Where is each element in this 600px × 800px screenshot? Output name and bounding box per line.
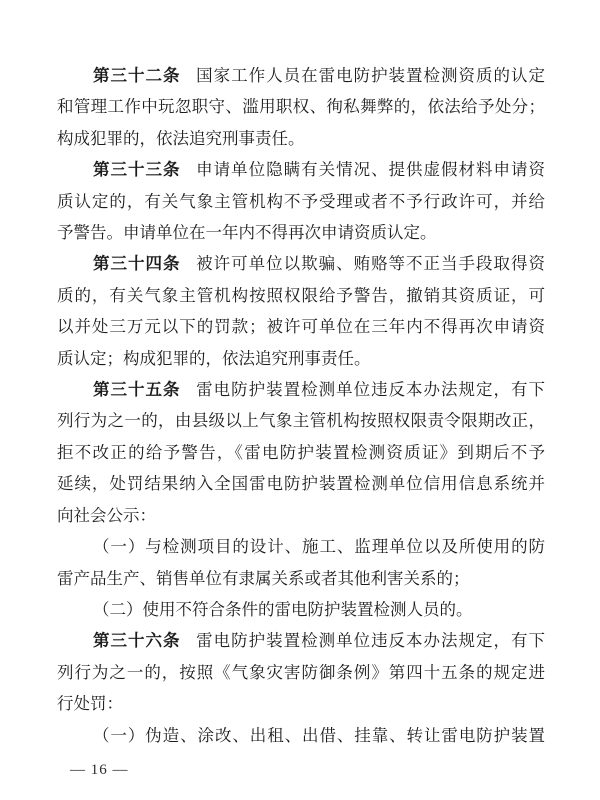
text-line: （二）使用不符合条件的雷电防护装置检测人员的。 bbox=[93, 599, 473, 619]
article-line: 第三十五条 雷电防护装置检测单位违反本办法规定，有下 bbox=[93, 380, 546, 400]
text-line: 以并处三万元以下的罚款；被许可单位在三年内不得再次申请资 bbox=[57, 317, 545, 337]
article-number: 第三十四条 bbox=[93, 254, 181, 274]
article-line: 第三十二条 国家工作人员在雷电防护装置检测资质的认定 bbox=[93, 66, 546, 85]
article-number: 第三十六条 bbox=[93, 631, 181, 651]
text-line: 列行为之一的，按照《气象灾害防御条例》第四十五条的规定进 bbox=[57, 662, 545, 682]
article-line: 第三十六条 雷电防护装置检测单位违反本办法规定，有下 bbox=[93, 631, 546, 651]
article-number: 第三十三条 bbox=[93, 160, 181, 180]
text-line: 列行为之一的，由县级以上气象主管机构按照权限责令限期改正， bbox=[57, 411, 545, 431]
text-line: 拒不改正的给予警告，《雷电防护装置检测资质证》到期后不予 bbox=[57, 442, 545, 462]
text-line: 构成犯罪的，依法追究刑事责任。 bbox=[57, 128, 305, 148]
page-number: — 16 — bbox=[70, 762, 129, 778]
text-line: 雷产品生产、销售单位有隶属关系或者其他利害关系的； bbox=[57, 568, 470, 588]
text-line: 质的，有关气象主管机构按照权限给予警告，撤销其资质证，可 bbox=[57, 285, 545, 305]
article-number: 第三十二条 bbox=[93, 66, 181, 85]
article-number: 第三十五条 bbox=[93, 380, 181, 400]
text-line: 行处罚： bbox=[57, 694, 123, 714]
text-line: 质认定；构成犯罪的，依法追究刑事责任。 bbox=[57, 348, 371, 368]
text-line: 和管理工作中玩忽职守、滥用职权、徇私舞弊的，依法给予处分； bbox=[57, 97, 545, 117]
text-line: （一）伪造、涂改、出租、出借、挂靠、转让雷电防护装置 bbox=[93, 725, 545, 745]
text-line: （一）与检测项目的设计、施工、监理单位以及所使用的防 bbox=[93, 537, 545, 557]
text-line: 延续，处罚结果纳入全国雷电防护装置检测单位信用信息系统并 bbox=[57, 474, 545, 494]
text-line: 予警告。申请单位在一年内不得再次申请资质认定。 bbox=[57, 223, 437, 243]
article-line: 第三十四条 被许可单位以欺骗、贿赂等不正当手段取得资 bbox=[93, 254, 546, 274]
article-line: 第三十三条 申请单位隐瞒有关情况、提供虚假材料申请资 bbox=[93, 160, 546, 180]
text-line: 质认定的，有关气象主管机构不予受理或者不予行政许可，并给 bbox=[57, 191, 545, 211]
document-body bbox=[57, 60, 545, 751]
text-line: 向社会公示： bbox=[57, 505, 156, 525]
